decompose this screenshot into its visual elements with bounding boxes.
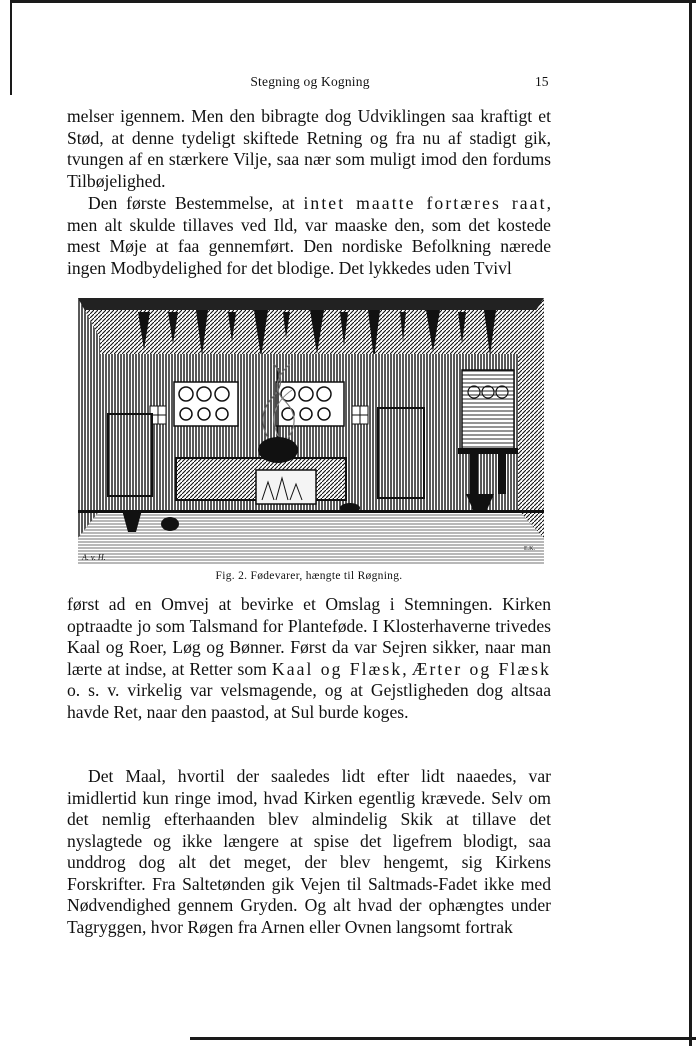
paragraph-3-text-mid: , xyxy=(402,658,412,679)
running-head: Stegning og Kogning xyxy=(250,74,370,89)
paragraph-3-spaced-phrase-2: Ærter og Flæsk xyxy=(411,658,551,679)
paragraph-2-text-a: Den første Bestemmelse, at xyxy=(88,193,304,213)
paragraph-3-text-b: o. s. v. virkelig var velsmagende, og at Gejstligheden dog altsaa havde Ret, naar den paastod, at Sul burde koges. xyxy=(67,680,551,722)
paragraph-4: Det Maal, hvortil der saaledes lidt efter lidt naaedes, var imidlertid kun ringe imod, hvad Kirken egentlig krævede. Selv om det nemlig efterhaanden blev almindelig Skik at tillave det nyslagtede og ikke længere at spise det ligefrem blodigt, saa unddrog dog alt det meget, der blev hengemt, sig Kirkens Forskrifter. Fra Saltetønden gik Vejen til Saltmads-Fadet ikke med Nødvendighed gennem Gryden. Og alt hvad der ophængtes under Tagryggen, hvor Røgen fra Arnen eller Ovnen langsomt fortrak xyxy=(67,766,551,937)
page-number: 15 xyxy=(535,74,549,89)
paragraph-3 xyxy=(67,594,551,723)
paragraph-2-text-b: , men alt skulde tillaves ved Ild, var maaske den, som det kostede mest Møje at faa gennemført. Den nordiske Befolkning nærede ingen Modbydelighed for det blodige. Det lykkedes uden Tvivl xyxy=(67,193,551,278)
figure-caption: Fig. 2. Fødevarer, hængte til Røgning. xyxy=(215,570,403,582)
engraver-mark: E.K. xyxy=(524,546,535,552)
paragraph-1: melser igennem. Men den bibragte dog Udviklingen saa kraftigt et Stød, at denne tydeligt skiftede Retning og fra nu af stadigt gik, tvungen af en stærkere Vilje, saa nær som muligt imod den fordums Tilbøjelighed. xyxy=(67,106,551,191)
scan-edge-right xyxy=(689,0,692,1046)
smokehouse-engraving xyxy=(78,298,544,564)
paragraph-2-spaced-phrase: intet maatte fortæres raat xyxy=(303,193,547,213)
paragraph-2 xyxy=(67,193,551,279)
scan-edge-top xyxy=(10,0,696,3)
scan-edge-bottom xyxy=(190,1037,696,1040)
paragraph-3-spaced-phrase-1: Kaal og Flæsk xyxy=(271,658,403,679)
paragraph-3-text-a: først ad en Omvej at bevirke et Omslag i Stemningen. Kirken optraadte jo som Talsmand for Plantefødе. I Klosterhaverne trivedes Kaal og Roer, Løg og Bønner. Først da var Sejren sikker, naar man lærte at indse, at Retter som xyxy=(67,594,551,679)
artist-signature: A. v. H. xyxy=(82,553,106,562)
figure-illustration xyxy=(78,298,544,564)
